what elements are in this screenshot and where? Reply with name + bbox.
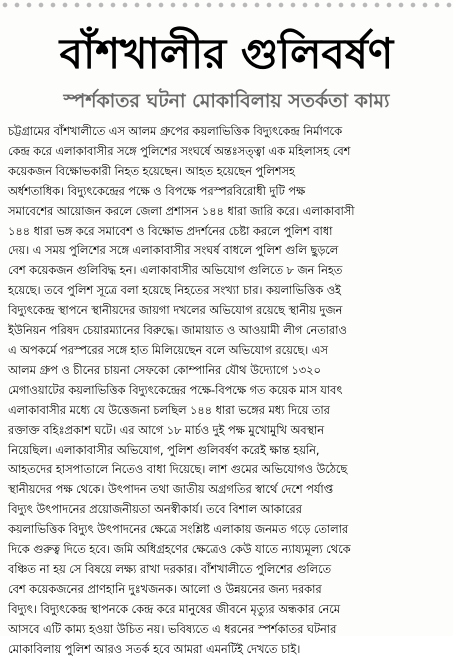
subheadline: স্পর্শকাতর ঘটনা মোকাবিলায় সতর্কতা কাম্য [63,90,390,112]
article-line: মেগাওয়াটের কয়লাভিত্তিক বিদ্যুৎকেন্দ্রের পক্ষে-বিপক্ষে গত কয়েক মাস যাবৎ [8,383,343,397]
article-line: স্থানীয়দের পক্ষ থেকে। উৎপাদন তথা জাতীয় অগ্রগতির স্বার্থে দেশে পর্যাপ্ত [8,483,333,497]
article-line: কয়েকজন বিক্ষোভকারী নিহত হয়েছেন। আহত হয়েছেন পুলিশসহ [8,164,295,178]
article-line: ইউনিয়ন পরিষদ চেয়ারম্যানের বিরুদ্ধে। জামায়াত ও আওয়ামী লীগ নেতারাও [8,324,347,338]
article-body [8,122,448,656]
article-line: বিদ্যুৎকেন্দ্র স্থাপনে স্থানীয়দের জায়গা দখলের অভিযোগ রয়েছে স্থানীয় দুজন [8,304,343,318]
article-line: মোকাবিলায় পুলিশ আরও সতর্ক হবে আমরা এমনটিই দেখতে চাই। [8,642,301,656]
article-line: দেয়। এ সময় পুলিশের সঙ্গে এলাকাবাসীর সংঘর্ষ বাধলে পুলিশ গুলি ছুড়লে [8,244,339,258]
article-line: এ অপকর্মে পরস্পরের সঙ্গে হাত মিলিয়েছেন বলে অভিযোগ রয়েছে। এস [8,343,328,357]
article-line: অর্ধশতাধিক। বিদ্যুৎকেন্দ্রের পক্ষে ও বিপক্ষে পরস্পরবিরোধী দুটি পক্ষ [8,184,306,198]
article-line: বেশ কয়েকজন গুলিবিদ্ধ হন। এলাকাবাসীর অভিযোগ গুলিতে ৮ জন নিহত [8,264,343,278]
article-line: কয়লাভিত্তিক বিদ্যুৎ উৎপাদনের ক্ষেত্রে সংশ্লিষ্ট এলাকায় জনমত গড়ে তোলার [8,523,349,537]
article-line: দিকে গুরুত্ব দিতে হবে। জমি অধিগ্রহণের ক্ষেত্রেও কেউ যাতে ন্যায্যমূল্য থেকে [8,543,351,557]
article-line: ১৪৪ ধারা ভঙ্গ করে সমাবেশ ও বিক্ষোভ প্রদর্শনের চেষ্টা করলে পুলিশ বাধা [8,224,333,238]
article-line: কেন্দ্র করে এলাকাবাসীর সঙ্গে পুলিশের সংঘর্ষে অন্তঃসত্ত্বা এক মহিলাসহ বেশ [8,144,351,158]
article-line: আলম গ্রুপ ও চীনের চায়না সেফকো কোম্পানির যৌথ উদ্যোগে ১৩২০ [8,363,321,377]
article-line: বিদ্যুৎ। বিদ্যুৎকেন্দ্র স্থাপনকে কেন্দ্র করে মানুষের জীবনে মৃত্যুর অন্ধকার নেমে [8,602,341,616]
article-line: আহতদের হাসপাতালে নিতেও বাধা দিয়েছে। লাশ গুমের অভিযোগও উঠেছে [8,463,348,477]
article-line: নিয়েছিল। এলাকাবাসীর অভিযোগ, পুলিশ গুলিবর্ষণ করেই ক্ষান্ত হয়নি, [8,443,320,457]
article-line: হয়েছে। তবে পুলিশ সূত্রে বলা হয়েছে নিহতের সংখ্যা চার। কয়লাভিত্তিক ওই [8,284,341,298]
article-line: বিদ্যুৎ উৎপাদনের প্রয়োজনীয়তা অনস্বীকার্য। তবে বিশাল আকারের [8,503,302,517]
article-line: রক্তাক্ত বহিঃপ্রকাশ ঘটে। এর আগে ১৮ মার্চও দুই পক্ষ মুখোমুখি অবস্থান [8,423,325,437]
decorative-dotted-border [0,0,453,10]
article-line: বেশ কয়েকজনের প্রাণহানি দুঃখজনক। আলো ও উন্নয়নের জন্য দরকার [8,582,322,596]
article-line: এলাকাবাসীর মধ্যে যে উত্তেজনা চলছিল ১৪৪ ধারা ভঙ্গের মধ্য দিয়ে তার [8,403,330,417]
article-line: আসবে এটি কাম্য হওয়া উচিত নয়। ভবিষ্যতে এ ধরনের স্পর্শকাতর ঘটনার [8,622,337,636]
article-line: বঞ্চিত না হয় সে বিষয়ে লক্ষ্য রাখা দরকার। বাঁশখালীতে পুলিশের গুলিতে [8,562,332,576]
article-line: চট্টগ্রামের বাঁশখালীতে এস আলম গ্রুপের কয়লাভিত্তিক বিদ্যুৎকেন্দ্র নির্মাণকে [8,125,342,138]
article-line: সমাবেশের আয়োজন করলে জেলা প্রশাসন ১৪৪ ধারা জারি করে। এলাকাবাসী [8,204,355,218]
headline: বাঁশখালীর গুলিবর্ষণ [59,29,394,78]
